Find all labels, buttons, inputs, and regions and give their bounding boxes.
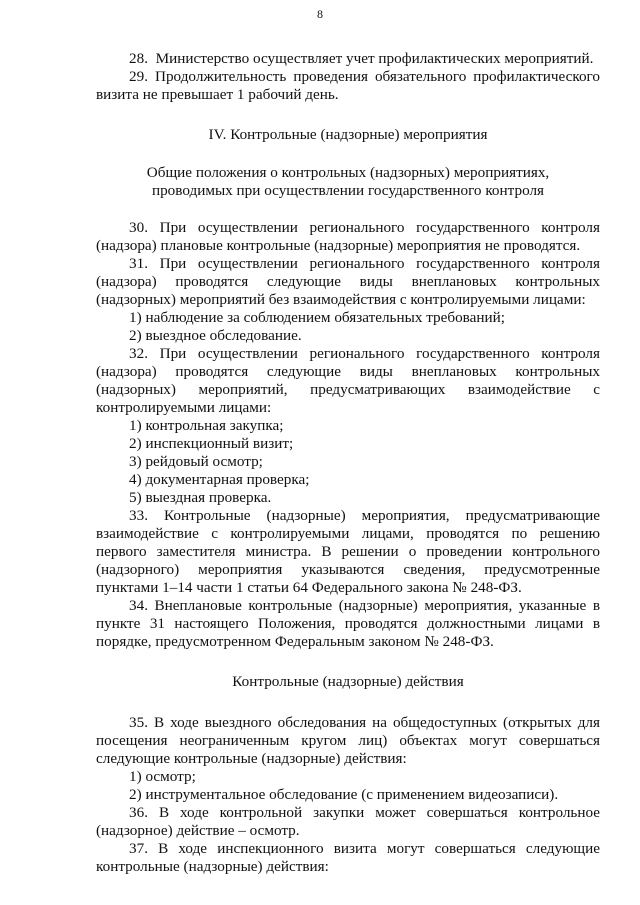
actions-title: Контрольные (надзорные) действия [232, 673, 464, 690]
document-body [96, 50, 600, 876]
paragraph-33: 33. Контрольные (надзорные) мероприятия, предусматривающие взаимодействие с контролируемыми лицами, проводятся по решению первого заместителя министра. В решении о проведении контрольного (надзорного) мероприятия указываются сведения, предусмотренные пунктами 1–14 части 1 статьи 64 Федерального закона № 248-ФЗ. [96, 507, 600, 596]
list-item: 2) инспекционный визит; [129, 435, 294, 452]
paragraph-30: 30. При осуществлении регионального государственного контроля (надзора) плановые контрольные (надзорные) мероприятия не проводятся. [96, 219, 600, 254]
paragraph-28: 28. Министерство осуществляет учет профилактических мероприятий. [129, 50, 594, 67]
section-title: IV. Контрольные (надзорные) мероприятия [208, 126, 488, 143]
list-item: 1) наблюдение за соблюдением обязательных требований; [129, 309, 505, 326]
paragraph-35: 35. В ходе выездного обследования на общедоступных (открытых для посещения неограниченным кругом лиц) объектах могут совершаться следующие контрольные (надзорные) действия: [96, 714, 600, 767]
list-item: 5) выездная проверка. [129, 489, 272, 506]
list-item: 2) выездное обследование. [129, 327, 302, 344]
paragraph-32: 32. При осуществлении регионального государственного контроля (надзора) проводятся следующие виды внеплановых контрольных (надзорных) мероприятий, предусматривающих взаимодействие с контролируемыми лицами: [96, 345, 600, 416]
subtitle-line-2: проводимых при осуществлении государственного контроля [151, 182, 545, 199]
paragraph-29: 29. Продолжительность проведения обязательного профилактического визита не превышает 1 рабочий день. [96, 68, 600, 103]
paragraph-37: 37. В ходе инспекционного визита могут совершаться следующие контрольные (надзорные) действия: [96, 840, 600, 875]
list-item: 1) контрольная закупка; [129, 417, 284, 434]
page-number: 8 [317, 7, 323, 21]
subtitle-line-1: Общие положения о контрольных (надзорных) мероприятиях, [146, 164, 550, 181]
section-subtitle [96, 164, 600, 200]
list-item: 3) рейдовый осмотр; [129, 453, 263, 470]
list-item: 4) документарная проверка; [129, 471, 310, 488]
list-item: 1) осмотр; [129, 768, 196, 785]
list-item: 2) инструментальное обследование (с применением видеозаписи). [129, 786, 559, 803]
paragraph-36: 36. В ходе контрольной закупки может совершаться контрольное (надзорное) действие – осмотр. [96, 804, 600, 839]
paragraph-34: 34. Внеплановые контрольные (надзорные) мероприятия, указанные в пункте 31 настоящего Положения, проводятся должностными лицами в порядке, предусмотренном Федеральным законом № 248-ФЗ. [96, 597, 600, 650]
paragraph-31: 31. При осуществлении регионального государственного контроля (надзора) проводятся следующие виды внеплановых контрольных (надзорных) мероприятий без взаимодействия с контролируемыми лицами: [96, 255, 600, 308]
